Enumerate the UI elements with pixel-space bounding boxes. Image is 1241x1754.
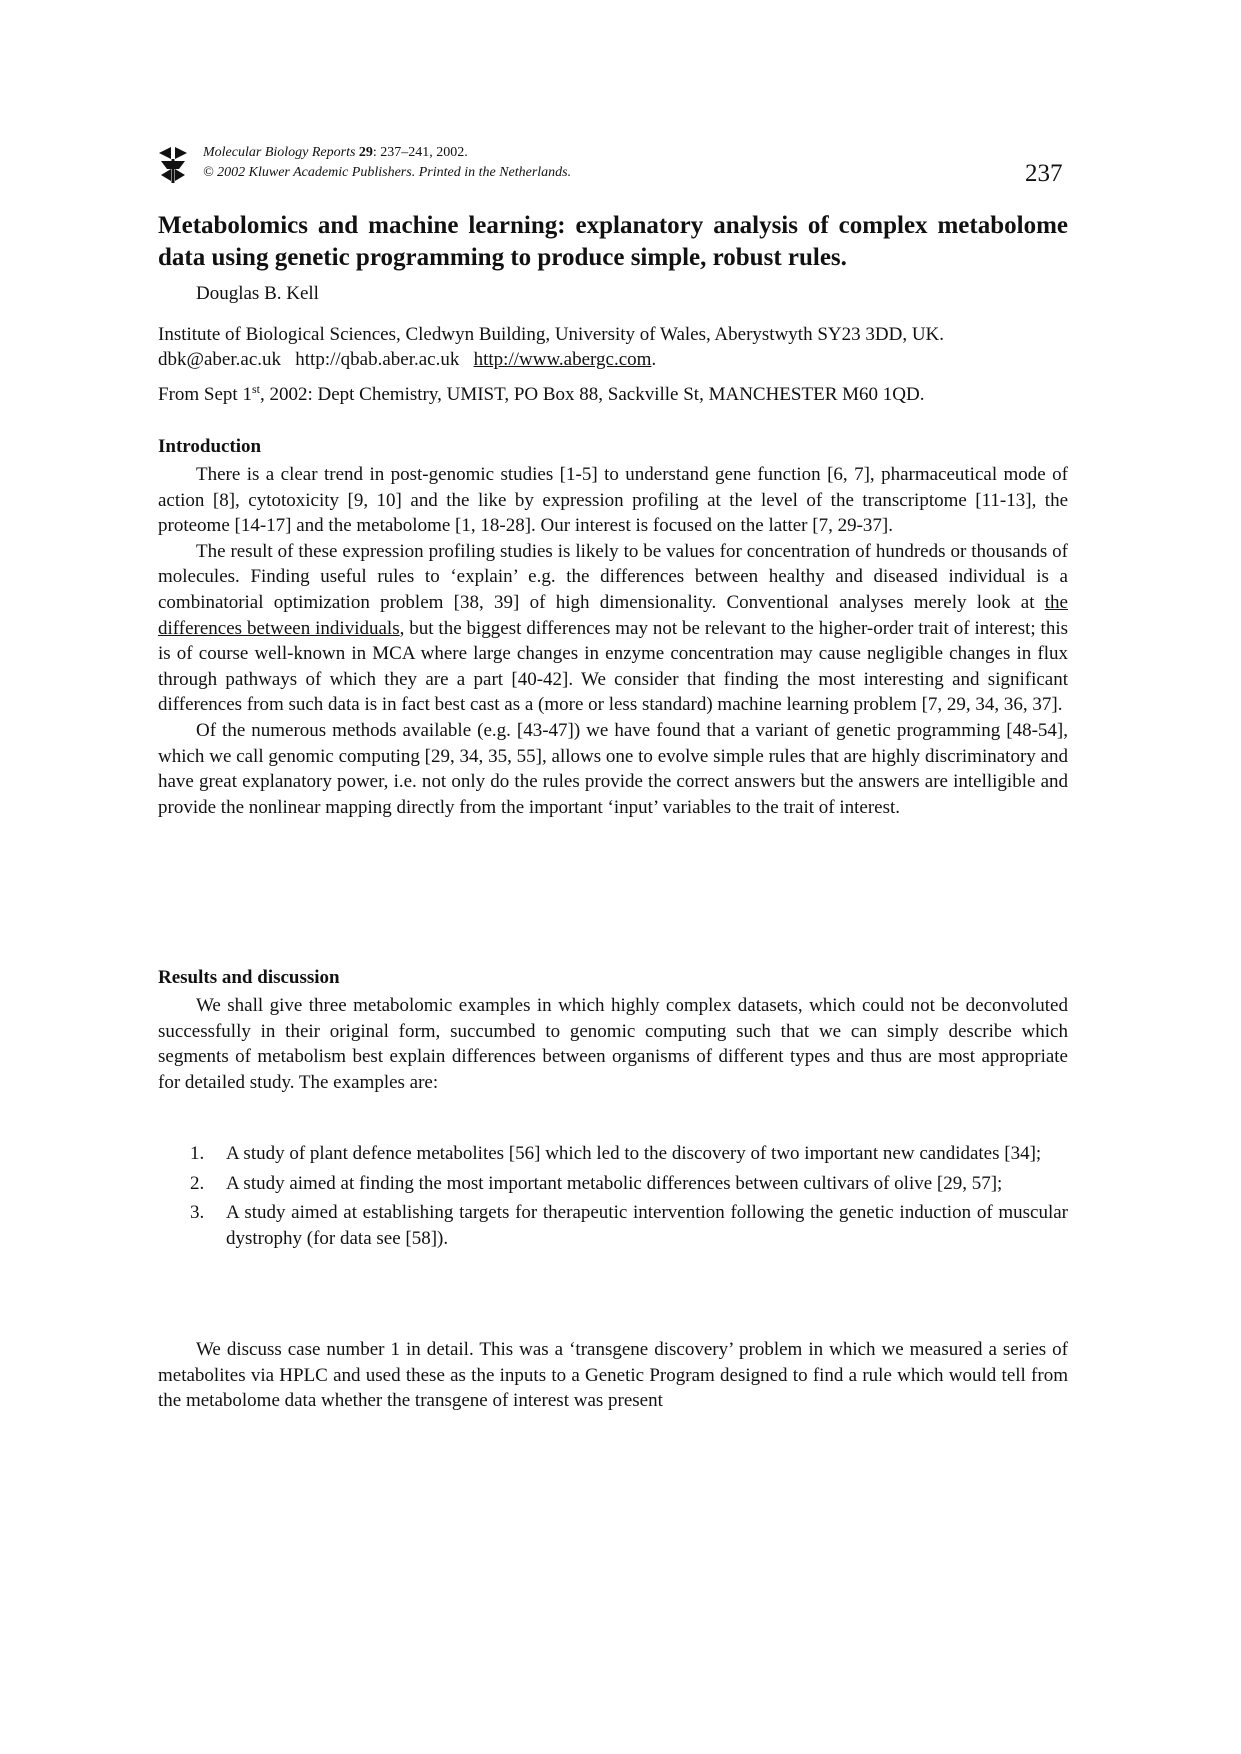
intro-p2-start: The result of these expression profiling studies is likely to be values for concentration of hundreds or thousands of molecules. Finding useful rules to ‘explain’ e.g. the differences between healthy and diseased individual is a combinatorial optimization problem [38, 39] of high dimensionality. Conventional analyses merely look at	[158, 540, 1068, 613]
introduction-heading: Introduction	[158, 436, 262, 457]
link-suffix: .	[651, 349, 657, 370]
intro-paragraph-2	[158, 539, 1068, 718]
journal-pages: : 237–241, 2002.	[372, 145, 468, 160]
printed-line: Printed in the Netherlands.	[418, 165, 572, 180]
list-item-number: 1.	[190, 1143, 205, 1164]
list-item-text: A study aimed at establishing targets for therapeutic intervention following the genetic induction of muscular dystrophy (for data see [58]).	[226, 1202, 1068, 1249]
list-item	[158, 1200, 1068, 1251]
intro-p2-underlined: the differences between individuals	[158, 591, 1068, 639]
list-item-text: A study aimed at finding the most important metabolic differences between cultivars of olive [29, 57];	[226, 1172, 1003, 1194]
abergc-link[interactable]: http://www.abergc.com	[473, 349, 652, 370]
list-item-number: 2.	[190, 1172, 205, 1194]
journal-name: Molecular Biology Reports	[203, 145, 356, 160]
new-address	[158, 384, 924, 406]
list-item-number: 3.	[190, 1202, 205, 1224]
intro-paragraph-1: There is a clear trend in post-genomic studies [1-5] to understand gene function [6, 7], pharmaceutical mode of action [8], cytotoxicity [9, 10] and the like by expression profiling at the level of the transcriptome [11-13], the proteome [14-17] and the metabolome [1, 18-28]. Our interest is focused on the latter [7, 29-37].	[158, 464, 1068, 537]
list-item	[158, 1171, 1068, 1197]
results-body	[158, 993, 1068, 1095]
intro-p2-end: , but the biggest differences may not be relevant to the higher-order trait of interest; this is of course well-known in MCA where large changes in enzyme concentration may cause negligible changes in flux through pathways of which they are a part [40-42]. We consider that finding the most interesting and significant differences from such data is in fact best cast as a (more or less standard) machine learning problem [7, 29, 34, 36, 37].	[158, 617, 1068, 716]
publisher-logo-icon	[157, 145, 189, 185]
homepage-link[interactable]: http://qbab.aber.ac.uk	[295, 349, 460, 370]
new-address-prefix: From Sept 1	[158, 384, 252, 405]
introduction-body	[158, 462, 1068, 820]
list-item-text: A study of plant defence metabolites [56] which led to the discovery of two important new candidates [34];	[226, 1143, 1042, 1164]
page-number: 237	[1025, 160, 1063, 187]
list-item	[158, 1141, 1068, 1167]
results-paragraph-2: We discuss case number 1 in detail. This was a ‘transgene discovery’ problem in which we measured a series of metabolites via HPLC and used these as the inputs to a Genetic Program designed to find a rule which would tell from the metabolome data whether the transgene of interest was present	[158, 1339, 1068, 1412]
article-title: Metabolomics and machine learning: explanatory analysis of complex metabolome data using genetic programming to produce simple, robust rules.	[158, 212, 1068, 271]
journal-citation	[203, 143, 571, 183]
affiliation	[158, 322, 944, 372]
author-email[interactable]: dbk@aber.ac.uk	[158, 349, 282, 370]
affiliation-address: Institute of Biological Sciences, Cledwyn Building, University of Wales, Aberystwyth SY23 3DD, UK.	[158, 324, 945, 345]
new-address-sup: st	[251, 382, 260, 396]
results-heading: Results and discussion	[158, 967, 340, 988]
intro-paragraph-3: Of the numerous methods available (e.g. [43-47]) we have found that a variant of genetic programming [48-54], which we call genomic computing [29, 34, 35, 55], allows one to evolve simple rules that are highly discriminatory and have great explanatory power, i.e. not only do the rules provide the correct answers but the answers are intelligible and provide the nonlinear mapping directly from the important ‘input’ variables to the trait of interest.	[158, 719, 1068, 818]
journal-volume: 29	[358, 145, 373, 160]
examples-list	[158, 1141, 1068, 1255]
author-name: Douglas B. Kell	[196, 283, 319, 304]
copyright-line: © 2002 Kluwer Academic Publishers.	[203, 165, 416, 180]
new-address-rest: , 2002: Dept Chemistry, UMIST, PO Box 88, Sackville St, MANCHESTER M60 1QD.	[259, 384, 925, 405]
results-paragraph-1: We shall give three metabolomic examples in which highly complex datasets, which could not be deconvoluted successfully in their original form, succumbed to genomic computing such that we can simply describe which segments of metabolism best explain differences between organisms of different types and thus are most appropriate for detailed study. The examples are:	[158, 995, 1068, 1093]
